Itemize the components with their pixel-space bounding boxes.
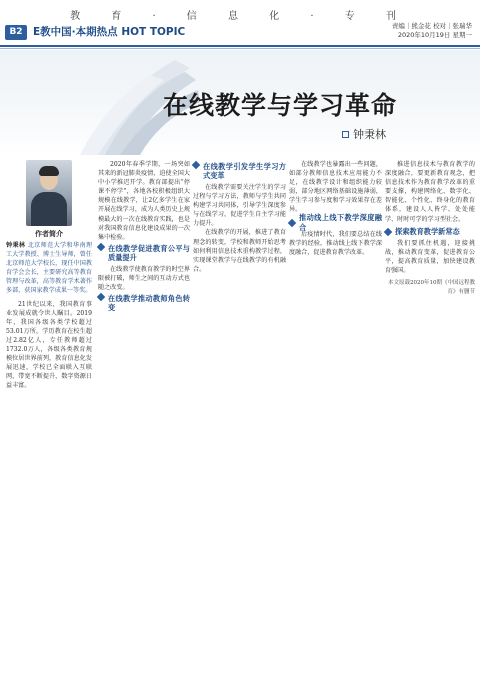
subhead: 在线教学促进教育公平与质量提升	[98, 244, 190, 264]
article-title: 在线教学与学习革命	[163, 91, 398, 120]
paragraph: 在线教学的开展，推进了教育理念的转变，学校和教师开始思考如何利用信息技术重构教学过程，实现课堂教学与在线教学的有机融合。	[193, 229, 286, 273]
author-bio	[6, 241, 92, 296]
paragraph: 21世纪以来，我国教育事业发展成就令世人瞩目。2019年，我国各级各类学校超过53.01万所，学历教育在校生超过2.82亿人，专任教师超过1732.0万人，各级各类教育规模位居世界前列，教育信息化发展迅速，学校已全面联入互联网，带宽不断提升，数字资源日益丰富。	[6, 300, 92, 390]
issue-meta	[392, 22, 472, 40]
column-5	[385, 160, 475, 297]
paragraph: 我们要抓住机遇，迎接挑战，推动教育变革，促进教育公平，提高教育质量，加快建设教育强国。	[385, 239, 475, 274]
diamond-bullet-icon	[192, 161, 200, 169]
paragraph: 在线教学也暴露出一些问题，如部分教师信息技术应用能力不足，在线教学设计和组织能力较弱，部分地区网络基础设施薄弱，学生学习参与度和学习效果存在差异。	[289, 161, 382, 214]
section-title: E教中国·本期热点 HOT TOPIC	[33, 26, 186, 38]
column-4	[289, 160, 382, 257]
paragraph: 后疫情时代，我们要总结在线教学的经验，推动线上线下教学深度融合，促进教育教学改革。	[289, 230, 382, 256]
author-profile-box	[6, 160, 93, 390]
subhead: 探索教育教学新常态	[385, 226, 475, 238]
editor-line: 责编｜熊金花 校对｜张瑞华	[391, 22, 472, 30]
diamond-bullet-icon	[97, 293, 105, 301]
header-rule	[0, 45, 480, 47]
paragraph: 在线教学使教育教学的时空界限被打破，师生之间的互动方式也随之改变。	[98, 265, 190, 292]
bio-name: 钟秉林	[6, 242, 26, 249]
top-strip	[0, 0, 480, 6]
newspaper-tagline: 教 育 · 信 息 化 · 专 刊	[70, 11, 410, 22]
source-footnote: 本文原载2020年10期《中国远程教育》有删节	[388, 280, 475, 296]
column-3	[193, 160, 286, 274]
subhead: 推动线上线下教学深度融合	[289, 217, 382, 229]
diamond-bullet-icon	[97, 243, 105, 251]
page-header	[0, 22, 480, 44]
date-line: 2020年10月19日 星期一	[397, 31, 472, 39]
author-marker-icon	[342, 131, 349, 138]
paragraph: 在线教学需要关注学生的学习过程与学习方法，教师与学生共同构建学习共同体，引导学生深度参与在线学习，促进学生自主学习能力提升。	[193, 184, 286, 228]
author-photo	[26, 160, 72, 226]
subhead: 在线教学推动教师角色转变	[98, 294, 190, 314]
author-name: 钟秉林	[353, 128, 386, 141]
paragraph: 2020年春季学期，一场突如其来的新冠肺炎疫情，迫使全国大中小学推迟开学。教育部提出“停课不停学”，各地各校积极组织大规模在线教学，让2亿多学生在家开展在线学习，成为人类历史上规模最大的一次在线教育实践，也是对我国教育信息化建设成果的一次集中检验。	[98, 161, 190, 241]
diamond-bullet-icon	[288, 218, 296, 226]
diamond-bullet-icon	[384, 227, 392, 235]
column-2	[98, 160, 190, 315]
subhead: 在线教学引发学生学习方式变革	[193, 162, 286, 182]
hero-banner	[0, 50, 480, 155]
article-author	[342, 126, 386, 142]
column-1	[6, 300, 92, 391]
page-number-badge: B2	[5, 25, 27, 40]
header-rule-thin	[0, 48, 480, 49]
author-caption: 作者简介	[35, 230, 63, 238]
bio-text: 北京师范大学和华南理工大学教授、博士生导师，曾任北京师范大学校长，现任中国教育学会会长，主要研究高等教育管理与改革，高等教育学术著作多部，获国家教学成果一等奖。	[6, 242, 93, 295]
paragraph: 推进信息技术与教育教学的深度融合，要更新教育观念，把信息技术作为教育教学改革的重要支撑，构建网络化、数字化、智能化、个性化、终身化的教育体系，建设人人皆学、处处能学、时时可学的学习型社会。	[385, 161, 475, 223]
